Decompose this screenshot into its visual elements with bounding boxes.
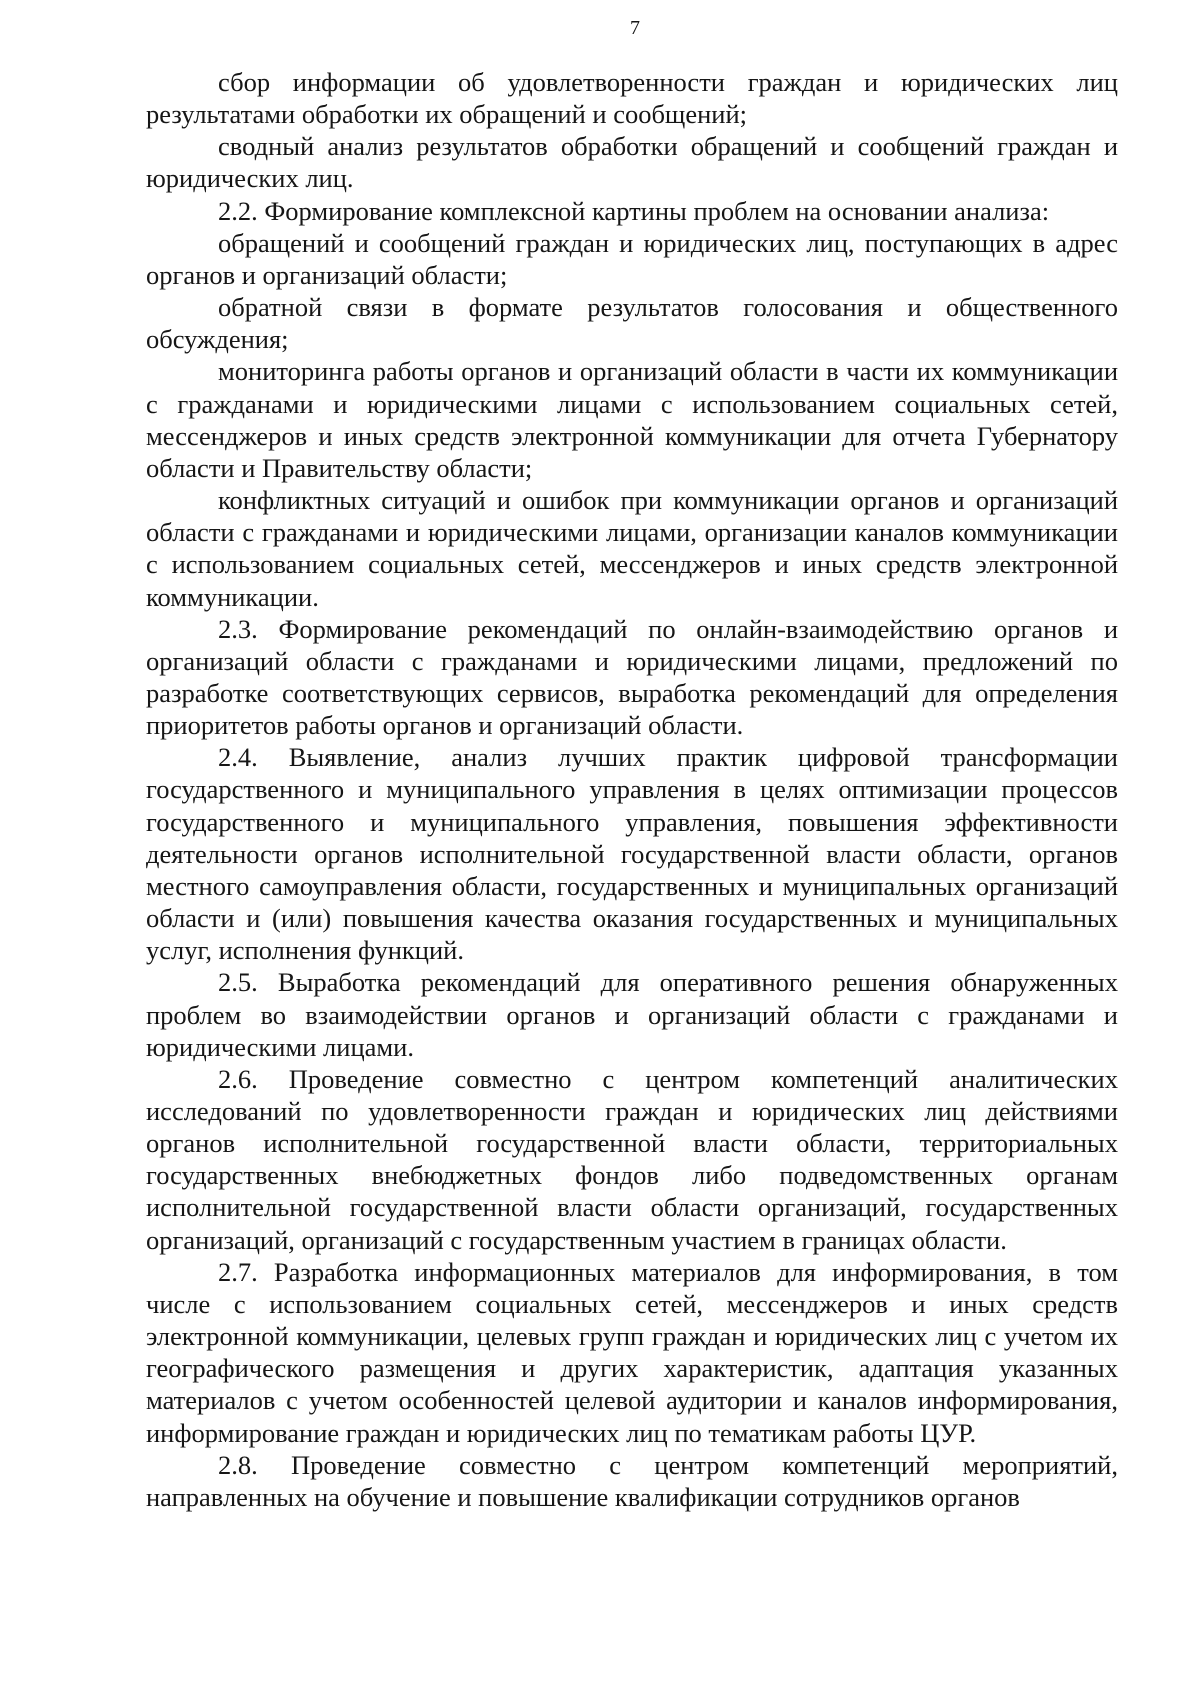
page-number: 7: [630, 17, 640, 39]
paragraph-monitoring: мониторинга работы органов и организаций области в части их коммуникации с гражданами и юридическими лицами с использованием социальных сетей, мессенджеров и иных средств электронной коммуникации для отчета Губернатору области и Правительству области;: [146, 356, 1118, 483]
document-body: [146, 66, 1118, 1513]
paragraph-conflicts: конфликтных ситуаций и ошибок при коммуникации органов и организаций области с гражданами и юридическими лицами, организации каналов коммуникации с использованием социальных сетей, мессенджеров и иных средств электронной коммуникации.: [146, 485, 1118, 612]
paragraph-2-8: 2.8. Проведение совместно с центром компетенций мероприятий, направленных на обучение и повышение квалификации сотрудников органов: [146, 1449, 1118, 1512]
paragraph-2-7: 2.7. Разработка информационных материалов для информирования, в том числе с использованием социальных сетей, мессенджеров и иных средств электронной коммуникации, целевых групп граждан и юридических лиц с учетом их географического размещения и других характеристик, адаптация указанных материалов с учетом особенностей целевой аудитории и каналов информирования, информирование граждан и юридических лиц по тематикам работы ЦУР.: [146, 1256, 1118, 1448]
paragraph-feedback: обратной связи в формате результатов голосования и общественного обсуждения;: [146, 292, 1118, 355]
paragraph-2-4: 2.4. Выявление, анализ лучших практик цифровой трансформации государственного и муниципального управления в целях оптимизации процессов государственного и муниципального управления, повышения эффективности деятельности органов исполнительной государственной власти области, органов местного самоуправления области, государственных и муниципальных организаций области и (или) повышения качества оказания государственных и муниципальных услуг, исполнения функций.: [146, 742, 1118, 966]
paragraph-summary-analysis: сводный анализ результатов обработки обращений и сообщений граждан и юридических лиц.: [146, 131, 1118, 194]
paragraph-2-5: 2.5. Выработка рекомендаций для оперативного решения обнаруженных проблем во взаимодействии органов и организаций области с гражданами и юридическими лицами.: [146, 967, 1118, 1062]
paragraph-2-3: 2.3. Формирование рекомендаций по онлайн-взаимодействию органов и организаций области с гражданами и юридическими лицами, предложений по разработке соответствующих сервисов, выработка рекомендаций для определения приоритетов работы органов и организаций области.: [146, 613, 1118, 741]
paragraph-2-2: 2.2. Формирование комплексной картины проблем на основании анализа:: [218, 195, 1050, 226]
paragraph-2-6: 2.6. Проведение совместно с центром компетенций аналитических исследований по удовлетворенности граждан и юридических лиц действиями органов исполнительной государственной власти области, территориальных государственных внебюджетных фондов либо подведомственных органам исполнительной государственной власти области организаций, государственных организаций, организаций с государственным участием в границах области.: [146, 1063, 1118, 1255]
paragraph-survey-collection: сбор информации об удовлетворенности граждан и юридических лиц результатами обработки их обращений и сообщений;: [146, 67, 1118, 130]
paragraph-appeals: обращений и сообщений граждан и юридических лиц, поступающих в адрес органов и организаций области;: [146, 227, 1118, 290]
